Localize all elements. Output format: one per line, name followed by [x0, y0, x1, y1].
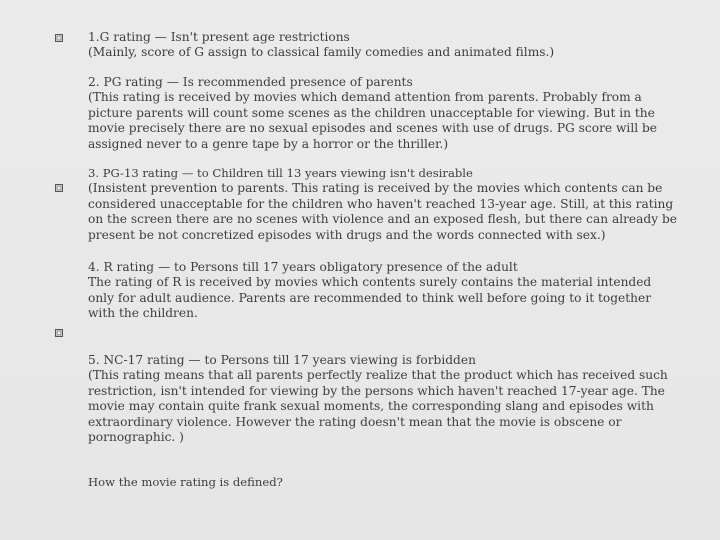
- text-line: (Insistent prevention to parents. This rating is received by the movies which contents can be: [88, 181, 663, 196]
- text-line: extraordinary violence. However the rating doesn't mean that the movie is obscene or: [88, 414, 622, 429]
- text-line: movie may contain quite frank sexual moments, the corresponding slang and episodes with: [88, 399, 654, 414]
- text-line: restriction, isn't intended for viewing by the persons which haven't reached 17-year age. The: [88, 383, 665, 398]
- text-line: 2. PG rating — Is recommended presence of parents: [88, 75, 413, 89]
- bullet-icon: [55, 184, 63, 192]
- text-line: on the screen there are no scenes with violence and an exposed flesh, but there can already be: [88, 212, 677, 227]
- text-line: picture parents will count some scenes as the children unacceptable for viewing. But in the: [88, 105, 655, 120]
- rating-r-paragraph: [88, 260, 668, 322]
- text-line: assigned never to a genre tape by a horror or the thriller.): [88, 136, 449, 151]
- text-line: only for adult audience. Parents are recommended to think well before going to it together: [88, 290, 652, 305]
- text-line: with the children.: [88, 306, 198, 321]
- bullet-icon: [55, 329, 63, 337]
- question-paragraph: [88, 475, 668, 490]
- text-line: pornographic. ): [88, 430, 184, 445]
- text-line: The rating of R is received by movies which contents surely contains the material intended: [88, 275, 652, 290]
- text-line: (This rating is received by movies which demand attention from parents. Probably from a: [88, 90, 642, 105]
- text-line: (Mainly, score of G assign to classical family comedies and animated films.): [88, 45, 555, 60]
- text-line: present be not concretized episodes with drugs and the words connected with sex.): [88, 227, 606, 242]
- text-line: 5. NC-17 rating — to Persons till 17 years viewing is forbidden: [88, 353, 476, 367]
- text-line: 4. R rating — to Persons till 17 years obligatory presence of the adult: [88, 260, 518, 274]
- text-line: 3. PG-13 rating — to Children till 13 years viewing isn't desirable: [88, 166, 473, 180]
- text-line: How the movie rating is defined?: [88, 475, 283, 489]
- text-line: 1.G rating — Isn't present age restrictions: [88, 30, 350, 44]
- text-line: (This rating means that all parents perfectly realize that the product which has received such: [88, 368, 668, 383]
- text-line: considered unacceptable for the children who haven't reached 13-year age. Still, at this rating: [88, 196, 674, 211]
- rating-pg-paragraph: [88, 75, 668, 152]
- rating-pg13-paragraph: [88, 166, 677, 243]
- bullet-icon: [55, 34, 63, 42]
- text-line: movie precisely there are no sexual episodes and scenes with use of drugs. PG score will be: [88, 121, 658, 136]
- rating-g-paragraph: [88, 30, 668, 61]
- rating-nc17-paragraph: [88, 353, 668, 445]
